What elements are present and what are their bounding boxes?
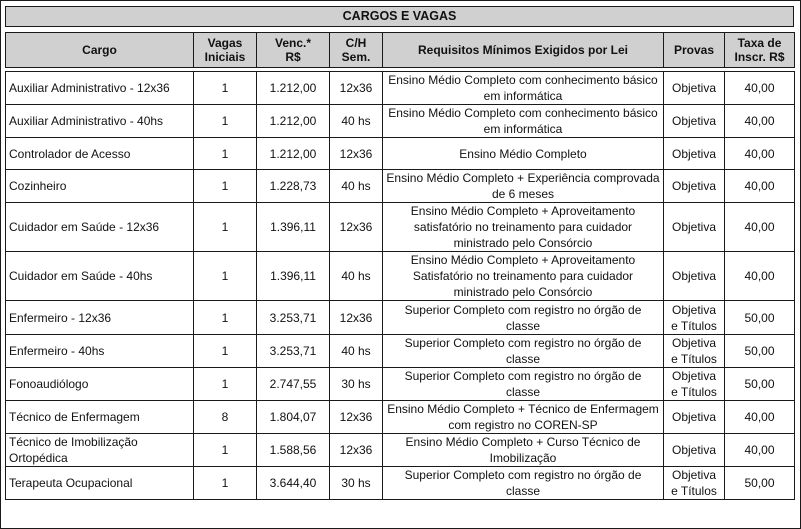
table-row [6, 252, 795, 301]
cell-provas: Objetiva e Títulos [664, 368, 725, 401]
header-cargo: Cargo [6, 33, 194, 68]
cell-ch: 12x36 [330, 434, 383, 467]
cell-cargo: Técnico de Imobilização Ortopédica [6, 434, 194, 467]
cell-requisitos: Ensino Médio Completo + Experiência comprovada de 6 meses [383, 170, 664, 203]
cell-cargo: Técnico de Enfermagem [6, 401, 194, 434]
cell-ch: 40 hs [330, 252, 383, 301]
cell-taxa: 50,00 [725, 335, 795, 368]
cell-cargo: Enfermeiro - 12x36 [6, 301, 194, 335]
table-row [6, 368, 795, 401]
cell-requisitos: Ensino Médio Completo + Curso Técnico de Imobilização [383, 434, 664, 467]
cell-provas: Objetiva [664, 401, 725, 434]
cell-cargo: Enfermeiro - 40hs [6, 335, 194, 368]
cell-vagas: 1 [194, 203, 257, 252]
cell-taxa: 40,00 [725, 252, 795, 301]
cell-cargo: Auxiliar Administrativo - 12x36 [6, 72, 194, 105]
cell-ch: 40 hs [330, 335, 383, 368]
cell-venc: 1.228,73 [257, 170, 330, 203]
cell-requisitos: Superior Completo com registro no órgão de classe [383, 335, 664, 368]
cell-requisitos: Superior Completo com registro no órgão de classe [383, 301, 664, 335]
cell-vagas: 1 [194, 170, 257, 203]
cell-requisitos: Ensino Médio Completo + Técnico de Enfermagem com registro no COREN-SP [383, 401, 664, 434]
cell-venc: 3.644,40 [257, 467, 330, 500]
cell-venc: 1.588,56 [257, 434, 330, 467]
cell-vagas: 1 [194, 467, 257, 500]
cell-vagas: 1 [194, 335, 257, 368]
cell-provas: Objetiva e Títulos [664, 301, 725, 335]
table-title: CARGOS E VAGAS [5, 6, 794, 27]
cell-ch: 30 hs [330, 368, 383, 401]
cell-taxa: 40,00 [725, 170, 795, 203]
cell-cargo: Cuidador em Saúde - 12x36 [6, 203, 194, 252]
table-row [6, 434, 795, 467]
cargos-table [5, 32, 795, 500]
cell-vagas: 1 [194, 368, 257, 401]
cell-taxa: 50,00 [725, 301, 795, 335]
cell-taxa: 40,00 [725, 401, 795, 434]
cell-provas: Objetiva [664, 203, 725, 252]
cell-taxa: 40,00 [725, 434, 795, 467]
table-row [6, 335, 795, 368]
table-row [6, 170, 795, 203]
cell-ch: 12x36 [330, 301, 383, 335]
cell-vagas: 8 [194, 401, 257, 434]
cell-vagas: 1 [194, 252, 257, 301]
cell-vagas: 1 [194, 138, 257, 170]
cell-provas: Objetiva [664, 138, 725, 170]
cell-requisitos: Superior Completo com registro no órgão de classe [383, 368, 664, 401]
cell-cargo: Cuidador em Saúde - 40hs [6, 252, 194, 301]
table-row [6, 467, 795, 500]
cell-taxa: 50,00 [725, 467, 795, 500]
cell-ch: 40 hs [330, 170, 383, 203]
cell-venc: 2.747,55 [257, 368, 330, 401]
cell-ch: 40 hs [330, 105, 383, 138]
cell-vagas: 1 [194, 105, 257, 138]
cell-requisitos: Ensino Médio Completo + Aproveitamento Satisfatório no treinamento para cuidador ministrado pelo Consórcio [383, 252, 664, 301]
cell-venc: 1.396,11 [257, 203, 330, 252]
cell-requisitos: Ensino Médio Completo com conhecimento básico em informática [383, 72, 664, 105]
cell-ch: 12x36 [330, 72, 383, 105]
table-row [6, 105, 795, 138]
cell-cargo: Terapeuta Ocupacional [6, 467, 194, 500]
cell-vagas: 1 [194, 72, 257, 105]
cell-cargo: Controlador de Acesso [6, 138, 194, 170]
cell-provas: Objetiva e Títulos [664, 335, 725, 368]
header-vagas: Vagas Iniciais [194, 33, 257, 68]
cell-cargo: Fonoaudiólogo [6, 368, 194, 401]
cell-taxa: 50,00 [725, 368, 795, 401]
cell-venc: 3.253,71 [257, 301, 330, 335]
table-row [6, 72, 795, 105]
table-row [6, 138, 795, 170]
header-venc: Venc.* R$ [257, 33, 330, 68]
cell-ch: 12x36 [330, 138, 383, 170]
cell-venc: 1.212,00 [257, 105, 330, 138]
header-provas: Provas [664, 33, 725, 68]
cell-taxa: 40,00 [725, 138, 795, 170]
table-row [6, 203, 795, 252]
cell-vagas: 1 [194, 301, 257, 335]
cell-requisitos: Ensino Médio Completo + Aproveitamento satisfatório no treinamento para cuidador ministrado pelo Consórcio [383, 203, 664, 252]
cell-ch: 30 hs [330, 467, 383, 500]
cell-venc: 1.396,11 [257, 252, 330, 301]
cell-provas: Objetiva e Títulos [664, 467, 725, 500]
cell-venc: 1.212,00 [257, 138, 330, 170]
cell-ch: 12x36 [330, 401, 383, 434]
header-requisitos: Requisitos Mínimos Exigidos por Lei [383, 33, 664, 68]
cell-vagas: 1 [194, 434, 257, 467]
cell-ch: 12x36 [330, 203, 383, 252]
cell-provas: Objetiva [664, 72, 725, 105]
cell-requisitos: Ensino Médio Completo com conhecimento básico em informática [383, 105, 664, 138]
cell-venc: 1.804,07 [257, 401, 330, 434]
cell-provas: Objetiva [664, 252, 725, 301]
cell-taxa: 40,00 [725, 72, 795, 105]
header-row [6, 33, 795, 68]
cell-taxa: 40,00 [725, 105, 795, 138]
cell-provas: Objetiva [664, 434, 725, 467]
cell-provas: Objetiva [664, 105, 725, 138]
cell-cargo: Auxiliar Administrativo - 40hs [6, 105, 194, 138]
cell-venc: 3.253,71 [257, 335, 330, 368]
header-ch: C/H Sem. [330, 33, 383, 68]
cell-taxa: 40,00 [725, 203, 795, 252]
table-row [6, 401, 795, 434]
cell-venc: 1.212,00 [257, 72, 330, 105]
cell-provas: Objetiva [664, 170, 725, 203]
cell-requisitos: Ensino Médio Completo [383, 138, 664, 170]
header-taxa: Taxa de Inscr. R$ [725, 33, 795, 68]
table-row [6, 301, 795, 335]
cell-requisitos: Superior Completo com registro no órgão de classe [383, 467, 664, 500]
cell-cargo: Cozinheiro [6, 170, 194, 203]
